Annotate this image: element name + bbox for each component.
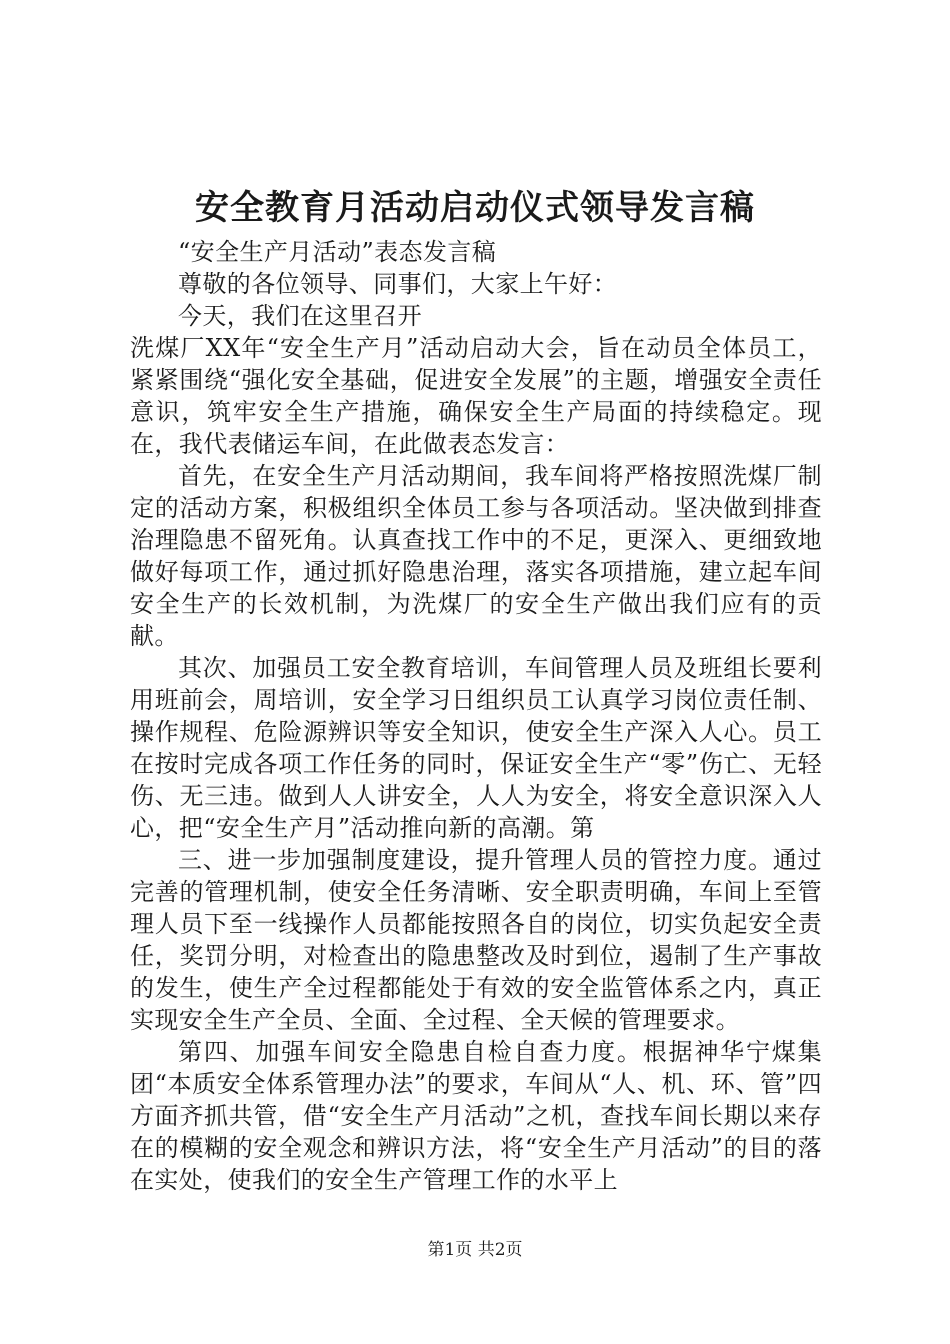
paragraph-third-point: 三、进一步加强制度建设，提升管理人员的管控力度。通过完善的管理机制，使安全任务清晰、安全职责明确，车间上至管理人员下至一线操作人员都能按照各自的岗位，切实负起安全责任，奖罚分明，对检查出的隐患整改及时到位，遏制了生产事故的发生，使生产全过程都能处于有效的安全监管体系之内，真正实现安全生产全员、全面、全过程、全天候的管理要求。	[130, 846, 822, 1034]
paragraph-fourth-point: 第四、加强车间安全隐患自检自查力度。根据神华宁煤集团“本质安全体系管理办法”的要求，车间从“人、机、环、管”四方面齐抓共管，借“安全生产月活动”之机，查找车间长期以来存在的模糊的安全观念和辨识方法，将“安全生产月活动”的目的落在实处，使我们的安全生产管理工作的水平上	[130, 1038, 822, 1194]
paragraph-greeting: 尊敬的各位领导、同事们，大家上午好：	[178, 270, 618, 298]
document-body	[130, 236, 822, 1196]
page-number-footer: 第1页 共2页	[427, 1240, 523, 1260]
document-title: 安全教育月活动启动仪式领导发言稿	[195, 188, 755, 228]
paragraph-first-point: 首先，在安全生产月活动期间，我车间将严格按照洗煤厂制定的活动方案，积极组织全体员工参与各项活动。坚决做到排查治理隐患不留死角。认真查找工作中的不足，更深入、更细致地做好每项工作，通过抓好隐患治理，落实各项措施，建立起车间安全生产的长效机制，为洗煤厂的安全生产做出我们应有的贡献。	[130, 462, 822, 650]
paragraph-opening: 今天，我们在这里召开	[178, 302, 422, 330]
paragraph-introduction: 洗煤厂XX年“安全生产月”活动启动大会，旨在动员全体员工，紧紧围绕“强化安全基础，促进安全发展”的主题，增强安全责任意识，筑牢安全生产措施，确保安全生产局面的持续稳定。现在，我代表储运车间，在此做表态发言：	[130, 334, 822, 458]
paragraph-second-point: 其次、加强员工安全教育培训，车间管理人员及班组长要利用班前会，周培训，安全学习日组织员工认真学习岗位责任制、操作规程、危险源辨识等安全知识，使安全生产深入人心。员工在按时完成各项工作任务的同时，保证安全生产“零”伤亡、无轻伤、无三违。做到人人讲安全，人人为安全，将安全意识深入人心，把“安全生产月”活动推向新的高潮。第	[130, 654, 822, 842]
paragraph-subtitle: “安全生产月活动”表态发言稿	[178, 238, 497, 266]
